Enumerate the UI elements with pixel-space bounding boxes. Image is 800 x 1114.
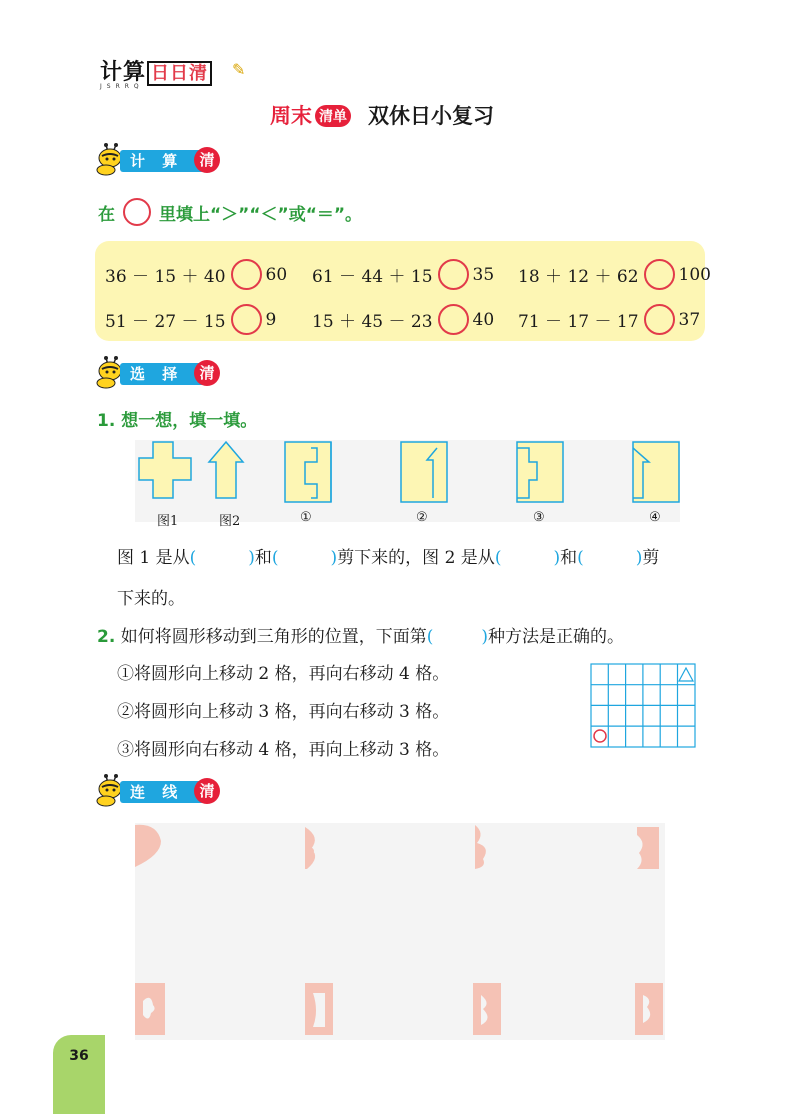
pencil-icon: ✎	[232, 60, 246, 79]
paper-cut-figures	[135, 440, 680, 522]
figure-label: ④	[649, 510, 661, 525]
grid-figure	[590, 663, 696, 748]
calc-item: 51 － 27 － 15 9	[105, 304, 276, 335]
section-badge: 清	[194, 778, 220, 804]
section-title: 连 线	[120, 781, 212, 803]
calc-exercise-box	[95, 241, 711, 341]
question-1-title: 1. 想一想，填一填。	[97, 411, 258, 431]
figure-cross-shape	[139, 442, 191, 498]
folded-paper-4	[633, 442, 679, 502]
question-1-line-1: 图 1 是从( )和( )剪下来的，图 2 是从( )和( )剪	[117, 548, 660, 568]
figure-arrow-shape	[209, 442, 243, 498]
figure-label: ③	[533, 510, 545, 525]
full-shape-bottom-3	[473, 983, 501, 1035]
half-shape-top-1	[135, 825, 161, 867]
question-1-line-2: 下来的。	[117, 589, 185, 609]
brand-subtext: JSRRQ	[100, 83, 144, 90]
brand-logo: 计算 日日清	[100, 55, 212, 86]
figure-strip	[135, 440, 680, 522]
half-shape-top-2	[305, 827, 315, 869]
folded-paper-3	[517, 442, 563, 502]
figure-label: 图2	[219, 514, 241, 529]
figure-label: ①	[300, 510, 312, 525]
figure-label: ②	[416, 510, 428, 525]
matching-area	[135, 823, 665, 1040]
section-badge: 清	[194, 147, 220, 173]
brand-highlight: 日日清	[147, 61, 212, 86]
triangle-shape	[679, 668, 693, 681]
calc-item: 18 ＋ 12 ＋ 62 100	[518, 259, 711, 290]
calc-item: 71 － 17 － 17 37	[518, 304, 700, 335]
section-header-calc	[94, 142, 234, 176]
option-3: ③将圆形向右移动 4 格，再向上移动 3 格。	[117, 740, 450, 760]
page-number: 36	[69, 1048, 89, 1064]
answer-circle[interactable]	[438, 259, 469, 290]
question-2-prompt: 2. 如何将圆形移动到三角形的位置，下面第( )种方法是正确的。	[97, 627, 624, 647]
page-title: 周末 清单 双休日小复习	[270, 103, 494, 128]
answer-circle[interactable]	[231, 304, 262, 335]
calc-instruction: 在 里填上“＞”“＜”或“＝”。	[98, 198, 362, 226]
folded-paper-2	[401, 442, 447, 502]
section-badge: 清	[194, 360, 220, 386]
calc-item: 61 － 44 ＋ 15 35	[312, 259, 494, 290]
answer-circle[interactable]	[231, 259, 262, 290]
full-shape-bottom-4	[635, 983, 663, 1035]
title-badge: 清单	[315, 105, 351, 127]
half-shape-top-3	[475, 825, 486, 869]
answer-circle[interactable]	[438, 304, 469, 335]
half-shape-top-4	[637, 827, 659, 869]
compare-circle-icon	[123, 198, 151, 226]
calc-item: 15 ＋ 45 － 23 40	[312, 304, 494, 335]
section-title: 计 算	[120, 150, 212, 172]
circle-shape	[594, 730, 606, 742]
section-header-choose	[94, 355, 234, 389]
section-header-connect	[94, 773, 234, 807]
answer-circle[interactable]	[644, 259, 675, 290]
section-title: 选 择	[120, 363, 212, 385]
page-number-tab	[53, 1035, 105, 1114]
answer-circle[interactable]	[644, 304, 675, 335]
calc-item: 36 － 15 ＋ 40 60	[105, 259, 287, 290]
matching-shapes	[135, 823, 665, 1040]
option-1: ①将圆形向上移动 2 格，再向右移动 4 格。	[117, 664, 450, 684]
option-2: ②将圆形向上移动 3 格，再向右移动 3 格。	[117, 702, 450, 722]
folded-paper-1	[285, 442, 331, 502]
figure-label: 图1	[157, 514, 179, 529]
